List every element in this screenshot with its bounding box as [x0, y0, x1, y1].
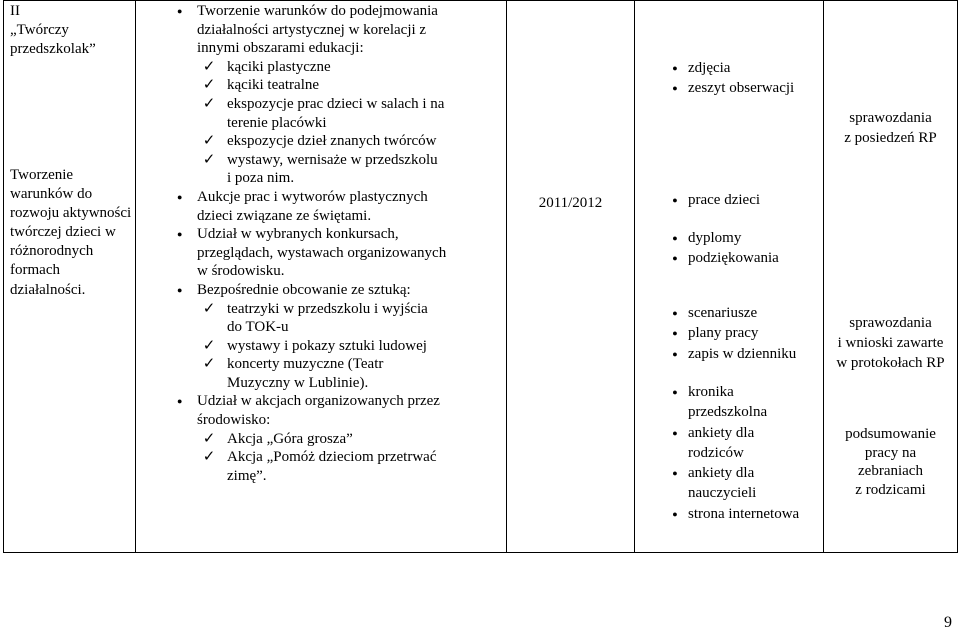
text-line: kąciki teatralne	[227, 77, 320, 94]
bullet-icon: ●	[672, 253, 678, 264]
text-line: kąciki plastyczne	[227, 58, 331, 75]
text-line: Bezpośrednie obcowanie ze sztuką:	[197, 281, 411, 298]
list-item: ankiety dla rodziców	[688, 424, 755, 461]
list-item: zapis w dzienniku	[688, 345, 797, 362]
list-item	[177, 225, 503, 281]
checkmark-icon: ✓	[202, 300, 216, 317]
check-item	[177, 95, 503, 132]
term-cell	[507, 194, 634, 213]
bullet-icon: ●	[672, 308, 678, 318]
text-line: przeglądach, wystawach organizowanych	[197, 244, 447, 261]
text-line: w środowisku.	[197, 263, 285, 280]
evaluation-group	[824, 425, 957, 499]
checkmark-icon: ✓	[202, 77, 216, 94]
checkmark-icon: ✓	[202, 337, 216, 354]
text-line: Tworzenie	[10, 167, 74, 183]
list-item: strona internetowa	[688, 505, 800, 522]
text-line: „Twórczy	[10, 22, 69, 38]
text-line: terenie placówki	[227, 114, 327, 131]
text-line: sprawozdania	[849, 315, 932, 331]
check-item	[177, 430, 503, 449]
bullet-icon: ●	[672, 348, 678, 359]
term-text: 2011/2012	[538, 195, 603, 211]
table-border-bottom	[3, 552, 958, 553]
text-line: różnorodnych	[10, 243, 94, 260]
list-item	[177, 392, 503, 429]
page-number: 9	[944, 614, 952, 631]
bullet-icon: ●	[177, 284, 183, 295]
evaluation-group	[824, 313, 957, 373]
check-item	[177, 58, 503, 77]
text-line: Akcja „Pomóż dzieciom przetrwać	[227, 449, 437, 466]
evidence-group	[662, 303, 822, 364]
bullet-icon: ●	[672, 328, 678, 339]
bullet-icon: ●	[672, 233, 678, 243]
column-divider	[135, 0, 136, 553]
text-line: do TOK-u	[227, 319, 289, 336]
text-line: wystawy, wernisaże w przedszkolu	[227, 151, 438, 168]
bullet-icon: ●	[672, 508, 678, 519]
text-line: działalności artystycznej w korelacji z	[197, 21, 427, 38]
checkmark-icon: ✓	[202, 95, 216, 112]
text-line: Akcja „Góra grosza”	[227, 430, 353, 447]
evaluation-group	[824, 108, 957, 148]
text-line: podsumowanie	[845, 426, 936, 442]
evidence-group	[662, 382, 822, 524]
evidence-group	[662, 58, 822, 99]
list-item: podziękowania	[688, 250, 779, 267]
list-item: prace dzieci	[688, 192, 761, 208]
bullet-icon: ●	[672, 195, 678, 205]
check-item	[177, 76, 503, 95]
text-line: przedszkolak”	[10, 41, 96, 57]
text-line: z posiedzeń RP	[844, 130, 937, 146]
text-line: z rodzicami	[855, 481, 926, 498]
text-line: Tworzenie warunków do podejmowania	[197, 3, 438, 19]
text-line: formach	[10, 262, 60, 279]
check-item	[177, 132, 503, 151]
text-line: sprawozdania	[849, 110, 932, 126]
table-border-right	[957, 0, 958, 553]
text-line: i poza nim.	[227, 170, 295, 187]
text-line: rozwoju aktywności	[10, 205, 132, 222]
bullet-icon: ●	[672, 63, 678, 73]
text-line: ekspozycje dzieł znanych twórców	[227, 133, 437, 150]
checkmark-icon: ✓	[202, 151, 216, 168]
list-item	[177, 281, 503, 300]
checkmark-icon: ✓	[202, 430, 216, 447]
text-line: i wnioski zawarte	[837, 335, 944, 351]
bullet-icon: ●	[177, 6, 183, 16]
text-line: ekspozycje prac dzieci w salach i na	[227, 95, 445, 112]
section-header	[10, 2, 132, 59]
tasks-cell	[177, 2, 503, 485]
text-line: działalności.	[10, 281, 86, 298]
list-item	[177, 188, 503, 225]
checkmark-icon: ✓	[202, 133, 216, 150]
list-item: zdjęcia	[688, 60, 731, 76]
text-line: twórczej dzieci w	[10, 224, 116, 241]
bullet-icon: ●	[672, 468, 678, 479]
list-item: scenariusze	[688, 305, 758, 321]
text-line: innymi obszarami edukacji:	[197, 40, 364, 57]
text-line: w protokołach RP	[836, 355, 945, 371]
list-item: plany pracy	[688, 325, 759, 342]
checkmark-icon: ✓	[202, 449, 216, 466]
bullet-icon: ●	[672, 83, 678, 94]
table-border-left	[3, 0, 4, 553]
evidence-group	[662, 190, 822, 210]
text-line: Aukcje prac i wytworów plastycznych	[197, 188, 428, 205]
bullet-icon: ●	[672, 427, 678, 438]
area-description	[10, 166, 134, 300]
column-divider	[506, 0, 507, 553]
table-border-top	[3, 0, 958, 1]
evidence-group	[662, 228, 822, 269]
text-line: zebraniach	[858, 463, 923, 479]
text-line: zimę”.	[227, 467, 267, 484]
checkmark-icon: ✓	[202, 356, 216, 373]
text-line: pracy na	[864, 444, 917, 461]
text-line: Udział w akcjach organizowanych przez	[197, 393, 440, 410]
check-item	[177, 448, 503, 485]
text-line: Muzyczny w Lublinie).	[227, 374, 369, 391]
check-item	[177, 337, 503, 356]
column-divider	[634, 0, 635, 553]
plan-table	[3, 0, 958, 553]
list-item: kronika przedszkolna	[688, 384, 768, 421]
bullet-icon: ●	[177, 229, 183, 240]
text-line: teatrzyki w przedszkolu i wyjścia	[227, 300, 428, 317]
checkmark-icon: ✓	[202, 58, 216, 75]
check-item	[177, 151, 503, 188]
bullet-icon: ●	[672, 387, 678, 397]
bullet-icon: ●	[177, 191, 183, 202]
text-line: wystawy i pokazy sztuki ludowej	[227, 337, 427, 354]
list-item	[177, 2, 503, 58]
text-line: II	[10, 3, 20, 19]
list-item: zeszyt obserwacji	[688, 80, 795, 97]
check-item	[177, 355, 503, 392]
list-item: dyplomy	[688, 230, 742, 246]
list-item: ankiety dla nauczycieli	[688, 465, 757, 502]
text-line: warunków do	[10, 186, 93, 203]
text-line: środowisko:	[197, 412, 271, 429]
text-line: dzieci związane ze świętami.	[197, 207, 372, 224]
bullet-icon: ●	[177, 396, 183, 407]
check-item	[177, 300, 503, 337]
text-line: Udział w wybranych konkursach,	[197, 226, 399, 243]
text-line: koncerty muzyczne (Teatr	[227, 356, 384, 373]
